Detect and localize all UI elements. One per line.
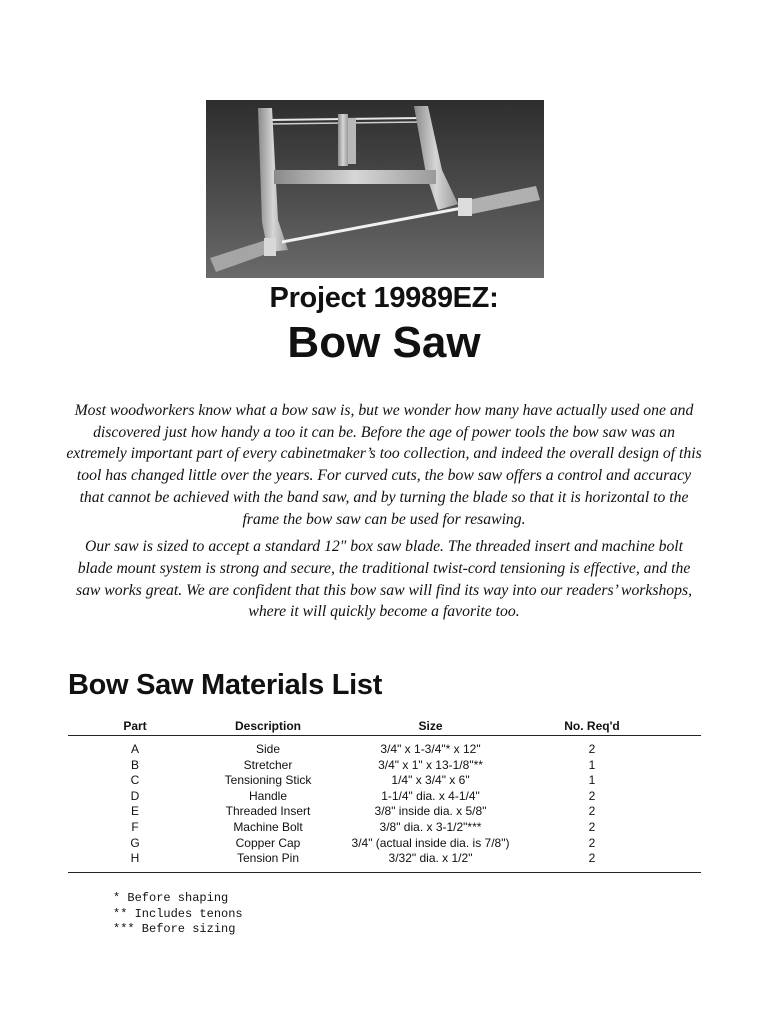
cell-size: 3/32" dia. x 1/2" [334,851,527,872]
cell-spacer [657,820,701,836]
column-header-spacer [657,716,701,736]
intro-text [66,400,702,629]
cell-part: H [68,851,202,872]
cell-size: 3/8" inside dia. x 5/8" [374,804,487,819]
cell-qty: 2 [588,788,596,803]
cell-description: Copper Cap [235,835,301,850]
cell-part: G [130,835,140,850]
table-row [68,736,701,758]
cell-size: 1-1/4" dia. x 4-1/4" [381,788,480,803]
cell-qty: 2 [588,742,596,756]
cell-size: 3/4" (actual inside dia. is 7/8") [351,835,510,850]
cell-spacer [657,773,701,789]
cell-spacer [657,789,701,805]
cell-qty: 2 [588,804,596,819]
table-row [68,773,701,789]
cell-part: E [130,804,139,819]
column-header-size: Size [334,716,527,736]
cell-part: A [130,742,139,756]
cell-qty: 1 [588,773,596,788]
cell-qty: 2 [588,835,596,850]
materials-list-title: Bow Saw Materials List [68,669,383,701]
cell-description: Stretcher [243,757,293,772]
cell-spacer [657,804,701,820]
intro-paragraph-2: Our saw is sized to accept a standard 12" box saw blade. The threaded insert and machine bolt blade mount system is strong and secure, the traditional twist-cord tensioning is effective, and the saw works great. We are confident that this bow saw will find its way into our readers’ workshops, where it will quickly become a favorite too. [75,538,693,621]
cell-spacer [657,758,701,774]
cell-part: F [131,819,139,834]
cell-description: Machine Bolt [233,819,303,834]
table-row [68,820,701,836]
cell-qty: 2 [527,851,657,872]
cell-spacer [657,736,701,758]
cell-part: B [130,757,139,772]
cell-description: Tensioning Stick [224,773,312,788]
column-header-part: Part [68,716,202,736]
cell-description: Tension Pin [202,851,334,872]
cell-size: 3/4" x 1-3/4"* x 12" [380,742,481,756]
table-row [68,789,701,805]
cell-description: Side [255,742,281,756]
footnote: *** Before sizing [113,922,236,936]
table-header-row [68,716,701,736]
intro-paragraph-1: Most woodworkers know what a bow saw is, but we wonder how many have actually used one and discovered just how handy a too it can be. Before the age of power tools the bow saw was an extremely important part of every cabinetmaker’s too collection, and indeed the overall design of this tool has changed little over the years. For curved cuts, the bow saw offers a control and accuracy that cannot be achieved with the band saw, and by turning the blade so that it is horizontal to the frame the bow saw can be used for resawing. [66,402,702,528]
column-header-description: Description [202,716,334,736]
cell-qty: 2 [588,819,596,834]
table-row [68,851,701,872]
footnotes [113,891,243,938]
cell-description: Threaded Insert [225,804,311,819]
column-header-qty: No. Req'd [527,716,657,736]
bow-saw-photo [206,100,544,278]
table-row [68,758,701,774]
table-row [68,836,701,852]
table-row [68,804,701,820]
footnote: ** Includes tenons [113,906,243,921]
page-title: Bow Saw [287,318,481,367]
footnote: * Before shaping [113,891,229,905]
cell-size: 3/8" dia. x 3-1/2"*** [379,819,482,834]
cell-part: C [130,773,140,788]
cell-size: 3/4" x 1" x 13-1/8"** [378,757,483,772]
bow-saw-illustration [206,100,544,278]
project-number: Project 19989EZ: [269,282,499,314]
cell-size: 1/4" x 3/4" x 6" [391,773,470,788]
cell-description: Handle [248,788,288,803]
cell-spacer [657,851,701,872]
cell-spacer [657,836,701,852]
materials-table [68,716,701,873]
cell-qty: 1 [588,757,596,772]
cell-part: D [130,788,140,803]
